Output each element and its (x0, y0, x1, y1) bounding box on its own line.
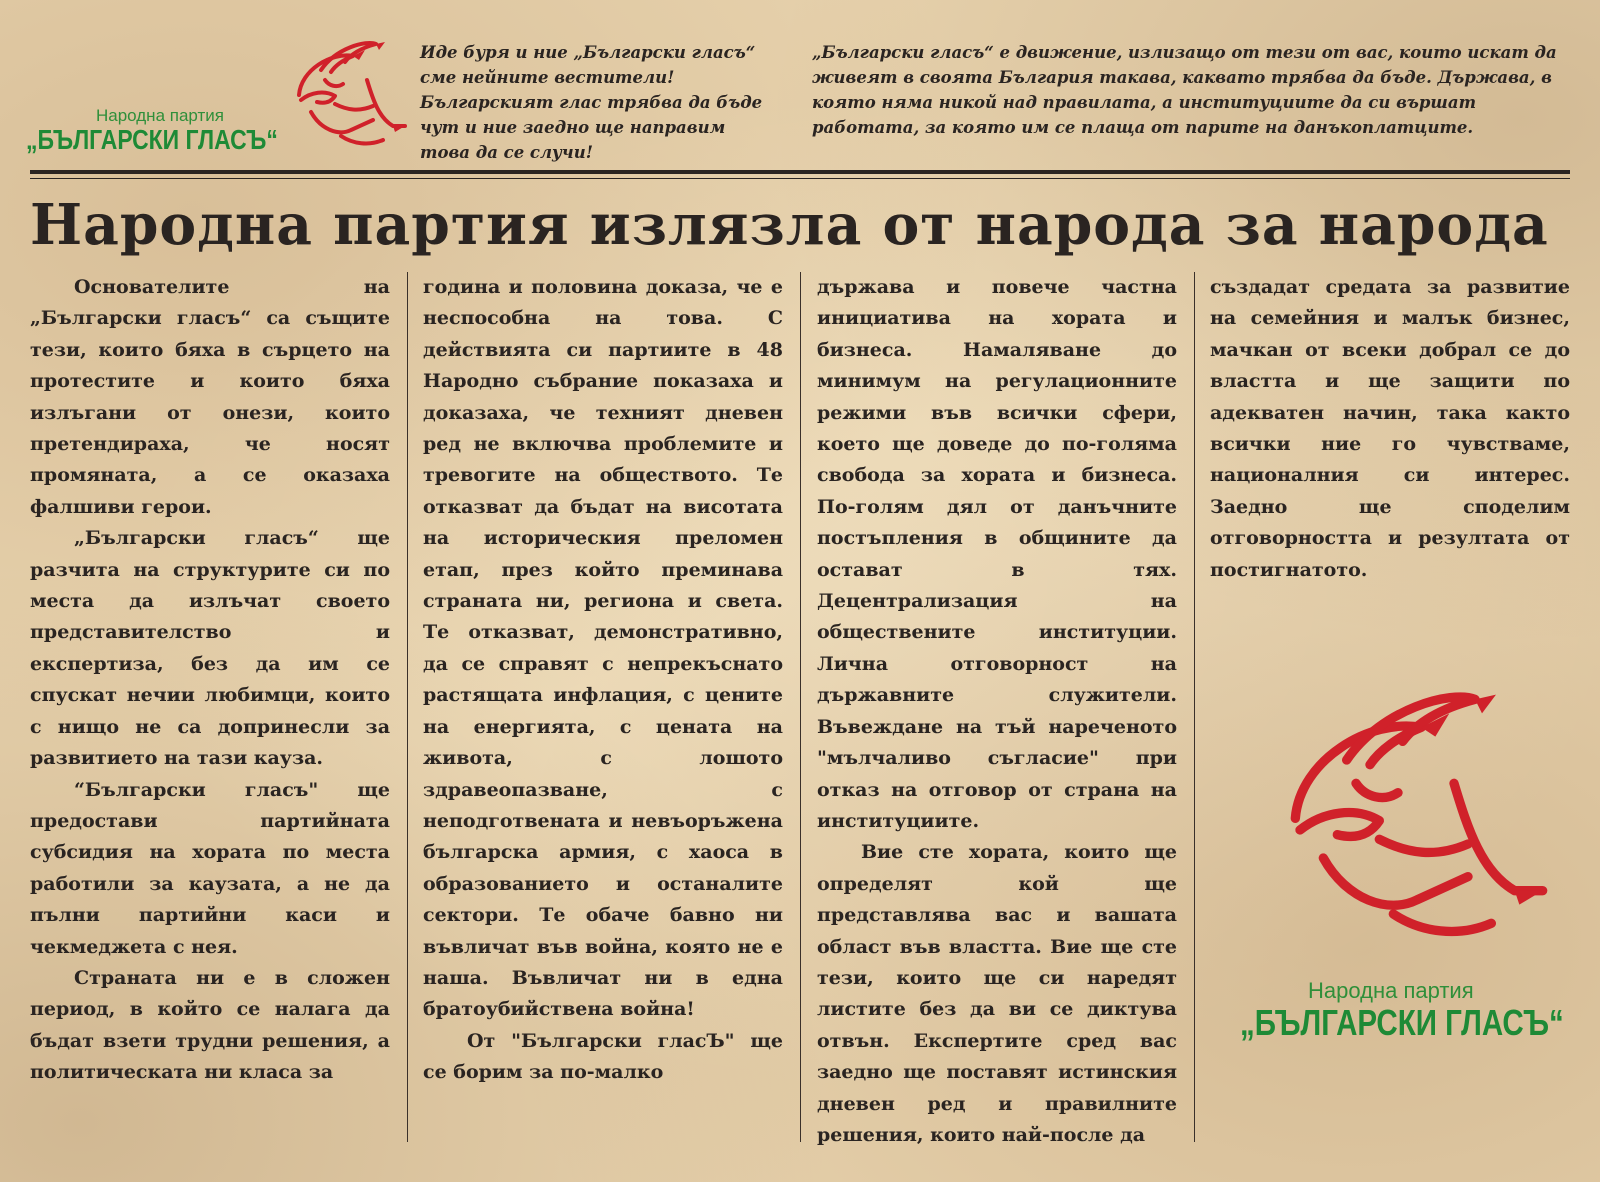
header-divider (30, 170, 1570, 174)
header-divider-thin (30, 178, 1570, 179)
party-line: Народна партия (1308, 978, 1474, 1003)
paragraph: Страната ни е в сложен период, в който се налага да бъдат взети трудни решения, а политическата ни класа за (30, 966, 390, 1084)
column-divider (407, 272, 408, 1142)
paragraph: От "Български гласЪ" ще се борим за по-малко (423, 1029, 783, 1084)
article-column-4 (1210, 272, 1570, 586)
paragraph: Вие сте хората, които ще определят кой ще представлява вас и вашата област във властта. Вие ще сте тези, които ще си наредят листите без да ви се диктува отвън. Експертите сред вас заедно ще поставят истинския дневен ред и правилните решения, които най-после да (817, 841, 1177, 1146)
article-column-1 (30, 272, 390, 1089)
motto-text: Иде буря и ние „Български гласъ“ сме нейните вестители! Българският глас трябва да бъде чут и ние заедно ще направим това да се случи! (420, 43, 763, 162)
party-line: Народна партия (96, 106, 224, 125)
party-name: „БЪЛГАРСКИ ГЛАСЪ“ (1240, 1002, 1564, 1043)
paragraph: година и половина доказа, че е неспособна на това. С действията си партиите в 48 Народно събрание показаха и доказаха, че техният дневен ред не включва проблемите и тревогите на обществото. Те отказват да бъдат на висотата на историческия преломен етап, през който преминава страната ни, региона и света. Те отказват, демонстративно, да се справят с непрекъснато растящата инфлация, с цените на енергията, с цената на живота, с лошото здравеопазване, с неподготвената и невъоръжена българска армия, с хаоса в образованието и останалите сектори. Те обаче бавно ни въвличат във война, която не е наша. Въвличат ни в една братоубийствена война! (423, 276, 783, 1021)
article-column-2 (423, 272, 783, 1089)
page-header (0, 0, 1600, 170)
paragraph: Основателите на „Български гласъ“ са същите тези, които бяха в сърцето на протестите и които бяха излъгани от онези, които претендираха, че носят промяната, а се оказаха фалшиви герои. (30, 276, 390, 518)
party-logo-top (26, 40, 396, 160)
column-divider (1194, 272, 1195, 1142)
party-name: „БЪЛГАРСКИ ГЛАСЪ“ (26, 124, 278, 155)
article-column-3 (817, 272, 1177, 1151)
intro-text: „Български гласъ“ е движение, излизащо от тези от вас, които искат да живеят в своята България такава, каквато трябва да бъде. Държава, в която няма никой над правилата, а институциите да си вършат работата, за която им се плаща от парите на данъкоплатците. (812, 43, 1557, 137)
paragraph: „Български гласъ“ ще разчита на структурите си по места да излъчат своето представителство и експертиза, без да им се спускат нечии любимци, които с нищо не са допринесли за развитието на тази кауза. (30, 527, 390, 770)
party-logo-bottom (1240, 690, 1570, 1050)
paragraph: държава и повече частна инициатива на хората и бизнеса. Намаляване до минимум на регулационните режими във всички сфери, което ще доведе до по-голяма свобода за хората и бизнеса. По-голям дял от данъчните постъпления в общините да остават в тях. Децентрализация на обществените институции. Лична отговорност на държавните служители. Въвеждане на тъй нареченото "мълчаливо съгласие" при отказ на отговор от страна на институциите. (817, 276, 1177, 832)
page-title: Народна партия излязла от народа за народа (30, 192, 1549, 258)
lion-head-icon (1240, 690, 1570, 970)
paragraph: “Български гласъ" ще предостави партийната субсидия на хората по места работили за каузата, а не да пълни партийни каси и чекмеджета с нея. (30, 778, 390, 958)
paragraph: създадат средата за развитие на семейния и малък бизнес, мачкан от всеки добрал се до властта и ще защити по адекватен начин, така както всички ние го чувстваме, националния си интерес. Заедно ще споделим отговорността и резултата от постигнатото. (1210, 276, 1570, 581)
column-divider (800, 272, 801, 1142)
lion-head-icon (281, 40, 411, 160)
